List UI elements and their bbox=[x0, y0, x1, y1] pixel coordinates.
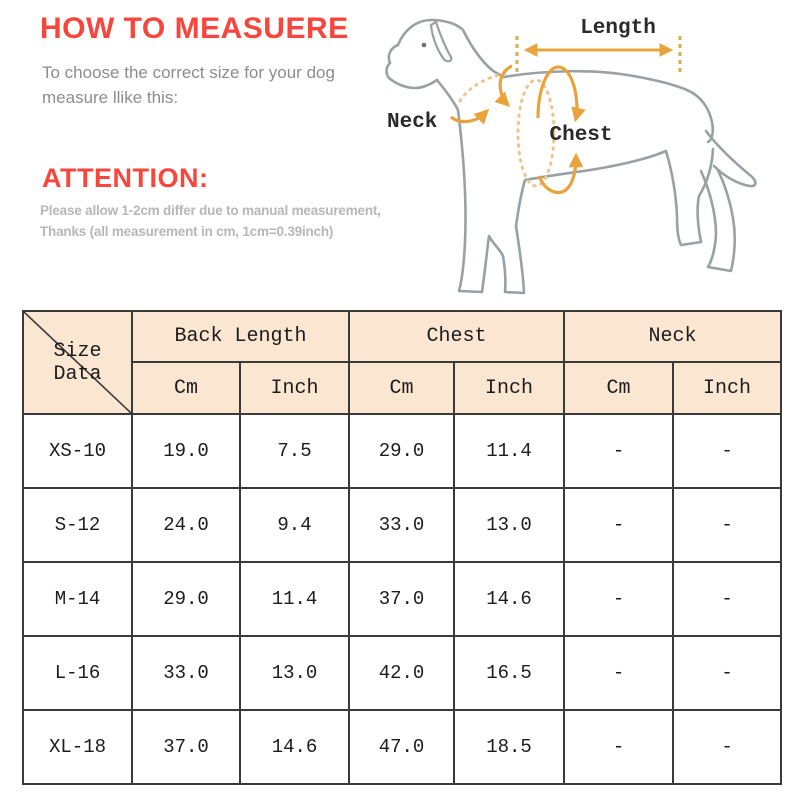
subtitle-line-2: measure llike this: bbox=[42, 87, 179, 107]
unit-header: Cm bbox=[132, 362, 240, 414]
chest-arrow-top bbox=[538, 67, 577, 118]
attention-note bbox=[40, 201, 381, 243]
unit-header: Cm bbox=[349, 362, 454, 414]
size-cell: XL-18 bbox=[23, 710, 132, 784]
value-cell: 24.0 bbox=[132, 488, 240, 562]
value-cell: 16.5 bbox=[454, 636, 564, 710]
unit-header: Inch bbox=[673, 362, 781, 414]
dog-diagram-svg bbox=[360, 0, 800, 300]
subtitle-line-1: To choose the correct size for your dog bbox=[42, 63, 335, 82]
value-cell: 11.4 bbox=[454, 414, 564, 488]
size-cell: S-12 bbox=[23, 488, 132, 562]
dog-eye bbox=[422, 43, 427, 48]
value-cell: 29.0 bbox=[349, 414, 454, 488]
dog-tail bbox=[706, 131, 755, 186]
value-cell: - bbox=[564, 414, 673, 488]
value-cell: - bbox=[564, 710, 673, 784]
value-cell: - bbox=[673, 562, 781, 636]
unit-header: Inch bbox=[240, 362, 349, 414]
withers-arrow bbox=[500, 66, 512, 104]
table-row-xl-18 bbox=[23, 710, 781, 784]
size-cell: M-14 bbox=[23, 562, 132, 636]
size-cell: L-16 bbox=[23, 636, 132, 710]
value-cell: - bbox=[673, 414, 781, 488]
value-cell: - bbox=[673, 636, 781, 710]
group-header-neck: Neck bbox=[564, 311, 781, 362]
value-cell: - bbox=[673, 710, 781, 784]
value-cell: - bbox=[564, 562, 673, 636]
subtitle bbox=[42, 61, 335, 110]
table-row-xs-10 bbox=[23, 414, 781, 488]
dog-measurement-diagram bbox=[360, 0, 800, 300]
value-cell: 19.0 bbox=[132, 414, 240, 488]
value-cell: - bbox=[673, 488, 781, 562]
page-title: HOW TO MEASUERE bbox=[40, 12, 349, 45]
unit-header: Cm bbox=[564, 362, 673, 414]
table-row-s-12 bbox=[23, 488, 781, 562]
group-header-back-length: Back Length bbox=[132, 311, 349, 362]
attention-note-line-2: Thanks (all measurement in cm, 1cm=0.39inch) bbox=[40, 223, 334, 239]
group-header-chest: Chest bbox=[349, 311, 564, 362]
value-cell: 13.0 bbox=[454, 488, 564, 562]
table-row-m-14 bbox=[23, 562, 781, 636]
unit-header: Inch bbox=[454, 362, 564, 414]
attention-heading: ATTENTION: bbox=[42, 163, 209, 193]
value-cell: 42.0 bbox=[349, 636, 454, 710]
value-cell: 13.0 bbox=[240, 636, 349, 710]
value-cell: 14.6 bbox=[454, 562, 564, 636]
neck-label: Neck bbox=[387, 111, 438, 134]
value-cell: 33.0 bbox=[132, 636, 240, 710]
value-cell: 29.0 bbox=[132, 562, 240, 636]
table-row-l-16 bbox=[23, 636, 781, 710]
neck-arrow bbox=[451, 112, 486, 122]
size-cell: XS-10 bbox=[23, 414, 132, 488]
dog-chest-legs-belly bbox=[437, 80, 713, 293]
size-chart bbox=[22, 310, 782, 785]
value-cell: 33.0 bbox=[349, 488, 454, 562]
dog-ear bbox=[431, 22, 451, 61]
value-cell: 11.4 bbox=[240, 562, 349, 636]
dog-muzzle-jaw bbox=[386, 63, 437, 88]
value-cell: 9.4 bbox=[240, 488, 349, 562]
value-cell: 37.0 bbox=[349, 562, 454, 636]
value-cell: 47.0 bbox=[349, 710, 454, 784]
attention-note-line-1: Please allow 1-2cm differ due to manual measurement, bbox=[40, 203, 381, 218]
value-cell: 14.6 bbox=[240, 710, 349, 784]
corner-header-cell bbox=[23, 311, 132, 414]
corner-header-label: Size Data bbox=[53, 339, 102, 386]
value-cell: 18.5 bbox=[454, 710, 564, 784]
value-cell: - bbox=[564, 636, 673, 710]
size-table bbox=[22, 310, 782, 785]
chest-label: Chest bbox=[549, 124, 613, 147]
value-cell: 37.0 bbox=[132, 710, 240, 784]
value-cell: - bbox=[564, 488, 673, 562]
length-label: Length bbox=[580, 17, 656, 40]
value-cell: 7.5 bbox=[240, 414, 349, 488]
